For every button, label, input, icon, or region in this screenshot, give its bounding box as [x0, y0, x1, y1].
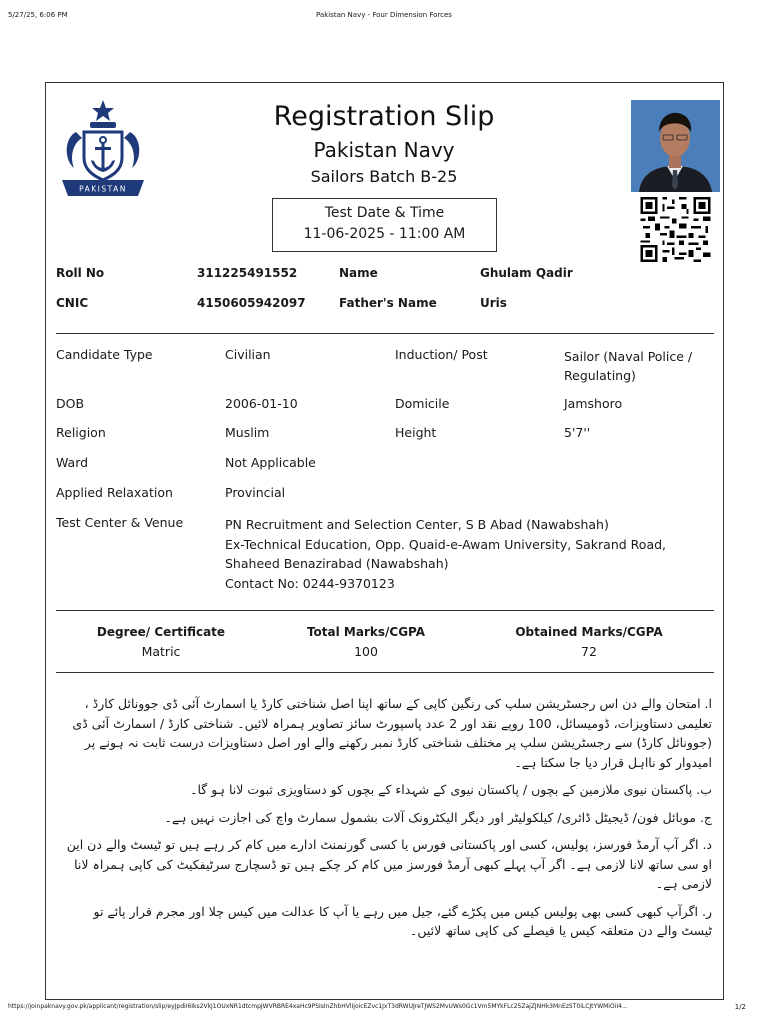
instruction-item: ج. موبائل فون/ ڈیجیٹل ڈائری/ کیلکولیٹر اور دیگر الیکٹرونک آلات بشمول سمارٹ واچ کی اجازت نہیں ہے۔ [164, 809, 712, 825]
qr-code [640, 197, 711, 262]
print-url: https://joinpaknavy.gov.pk/applicant/registration/slip/eyJpdiI6Iks2VkJ1OUxNR1dtcmpJWVRBRE4xaHc9PSIsInZhbHVlIjoicEZvc1JxT3dRWUJreTJWS2MvUWs0Gc1Vm5MYkFLc25ZajZJNHk3MnEzST0iLCJtYWMiOiI4... [8, 1003, 628, 1010]
dob-label: DOB [56, 396, 85, 411]
org-name: Pakistan Navy [313, 138, 455, 162]
domicile-value: Jamshoro [564, 396, 623, 411]
ward-label: Ward [56, 455, 89, 470]
height-value: 5'7'' [564, 425, 591, 440]
total-marks-value: 100 [354, 644, 378, 659]
navy-crest-logo [60, 98, 146, 202]
instruction-item: ب. پاکستان نیوی ملازمین کے بچوں / پاکستان نیوی کے شہداء کے بچوں کو دستاویزی ثبوت لانا ہو گا۔ [190, 782, 712, 797]
test-date-label: Test Date & Time [324, 205, 445, 221]
divider [56, 610, 714, 611]
degree-header: Degree/ Certificate [96, 625, 226, 639]
batch-name: Sailors Batch B-25 [310, 167, 458, 186]
divider [56, 333, 714, 334]
test-date-box [272, 198, 497, 252]
candidate-photo [631, 100, 720, 192]
print-page-title: Pakistan Navy - Four Dimension Forces [316, 11, 452, 19]
induction-label: Induction/ Post [395, 347, 488, 362]
father-name-label: Father's Name [339, 296, 437, 310]
religion-label: Religion [56, 425, 106, 440]
venue-label: Test Center & Venue [56, 515, 184, 530]
height-label: Height [395, 425, 437, 440]
print-page-number: 1/2 [734, 1003, 746, 1011]
induction-value: Sailor (Naval Police / Regulating) [564, 349, 693, 383]
divider [56, 672, 714, 673]
religion-value: Muslim [225, 425, 270, 440]
dob-value: 2006-01-10 [225, 396, 298, 411]
instructions-urdu [60, 694, 712, 949]
venue-line-2: Ex-Technical Education, Opp. Quaid-e-Awam University, Sakrand Road, Shaheed Benazirabad (Nawabshah) [225, 536, 667, 571]
ward-value: Not Applicable [225, 455, 316, 470]
slip-title: Registration Slip [273, 101, 495, 132]
father-name-value: Uris [480, 296, 507, 310]
instruction-item: ر. اگرآپ کبھی کسی بھی پولیس کیس میں پکڑے گئے، جیل میں رہے یا آپ کا عدالت میں کیس چلا اور مجرم قرار پائے تو ٹیسٹ والے دن متعلقہ کیس یا فیصلے کی کاپی ساتھ لائیں۔ [93, 903, 712, 938]
obtained-marks-header: Obtained Marks/CGPA [515, 625, 663, 639]
instruction-item: د. اگر آپ آرمڈ فورسز، پولیس، کسی اور پاکستانی فورس یا کسی گورنمنٹ ادارے میں کام کر رہے ہیں تو ٹیسٹ والے دن این او سی ساتھ لانا لازمی ہے۔ اگر آپ پہلے کبھی آرمڈ فورسز میں کام کر چکے ہیں تو ڈسچارج سرٹیفکیٹ کی کاپی ہمراہ لانا لازمی ہے۔ [66, 837, 712, 891]
cnic-label: CNIC [56, 296, 89, 310]
instruction-item: ا. امتحان والے دن اس رجسٹریشن سلپ کی رنگین کاپی کے ساتھ اپنا اصل شناختی کارڈ یا اسمارٹ آئی ڈی جوونائل کارڈ ، تعلیمی دستاویزات، ڈومیسائل، 100 روپے نقد اور 2 عدد پاسپورٹ سائز تصاویر ہمراہ لائیں۔ شناختی کارڈ / اسمارٹ آئی ڈی (جوونائل کارڈ) سے رجسٹریشن سلپ پر مختلف شناختی کارڈ نمبر رکھنے والے اور اصل دستاویزات درست ثابت نہ ہونے پر امیدوار کو نااہل قرار دیا جا سکتا ہے۔ [72, 696, 712, 770]
name-label: Name [339, 266, 378, 280]
relaxation-value: Provincial [225, 485, 286, 500]
venue-value [225, 515, 710, 593]
test-date-value: 11-06-2025 - 11:00 AM [303, 226, 466, 242]
domicile-label: Domicile [395, 396, 450, 411]
candidate-type-value: Civilian [225, 347, 271, 362]
cnic-value: 4150605942097 [197, 296, 306, 310]
roll-no-value: 311225491552 [197, 266, 298, 280]
degree-value: Matric [141, 644, 181, 659]
total-marks-header: Total Marks/CGPA [306, 625, 426, 639]
print-date: 5/27/25, 6:06 PM [8, 11, 68, 19]
name-value: Ghulam Qadir [480, 266, 573, 280]
candidate-type-label: Candidate Type [56, 347, 153, 362]
roll-no-label: Roll No [56, 266, 105, 280]
venue-contact: Contact No: 0244-9370123 [225, 575, 395, 591]
venue-line-1: PN Recruitment and Selection Center, S B Abad (Nawabshah) [225, 517, 609, 532]
relaxation-label: Applied Relaxation [56, 485, 173, 500]
logo-ribbon-text: PAKISTAN [79, 184, 127, 194]
obtained-marks-value: 72 [581, 644, 597, 659]
